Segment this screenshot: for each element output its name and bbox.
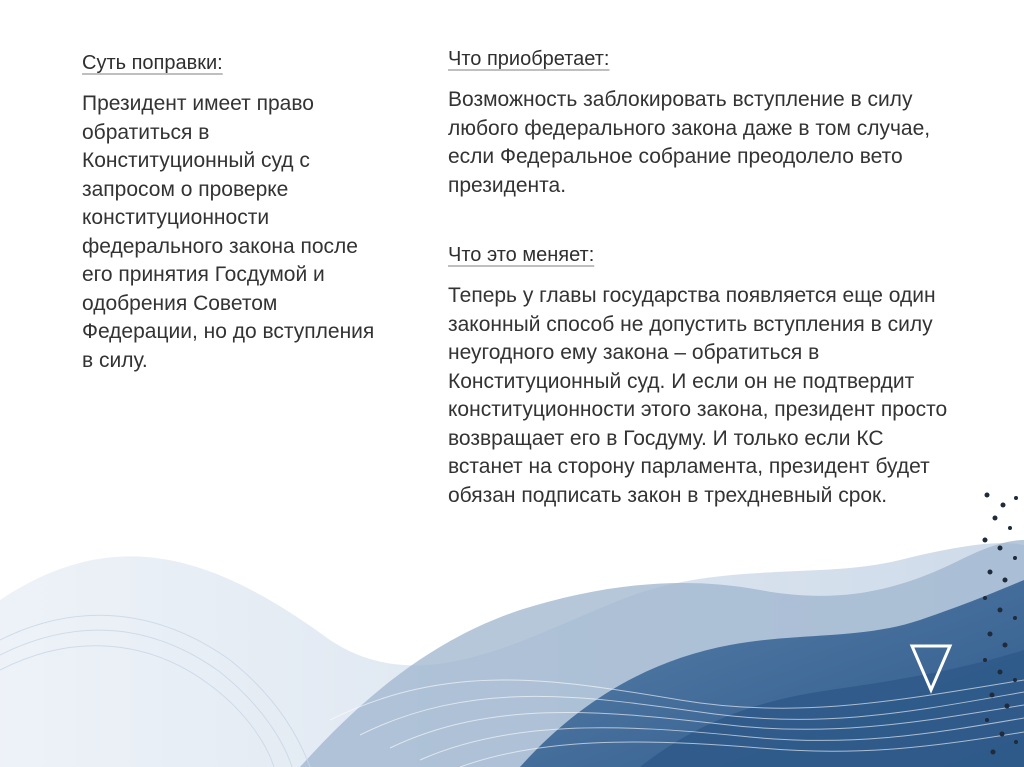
amendment-text: Президент имеет право обратиться в Конституционный суд с запросом о проверке конституционности федерального закона после его принятия Госдумой и одобрения Советом Федерации, но до вступления в силу.	[82, 92, 375, 372]
gains-heading: Что приобретает:	[448, 48, 610, 70]
left-column	[82, 50, 382, 375]
changes-block	[448, 242, 958, 510]
amendment-heading: Суть поправки:	[82, 52, 223, 74]
gains-text: Возможность заблокировать вступление в силу любого федерального закона даже в том случае, если Федеральное собрание преодолело вето президента.	[448, 88, 931, 197]
changes-text: Теперь у главы государства появляется еще один законный способ не допустить вступления в силу неугодного ему закона – обратиться в Конституционный суд. И если он не подтвердит конституционности этого закона, президент просто возвращает его в Госдуму. И только если КС встанет на сторону парламента, президент будет обязан подписать закон в трехдневный срок.	[448, 284, 948, 507]
changes-heading: Что это меняет:	[448, 244, 595, 266]
right-column	[448, 46, 958, 510]
